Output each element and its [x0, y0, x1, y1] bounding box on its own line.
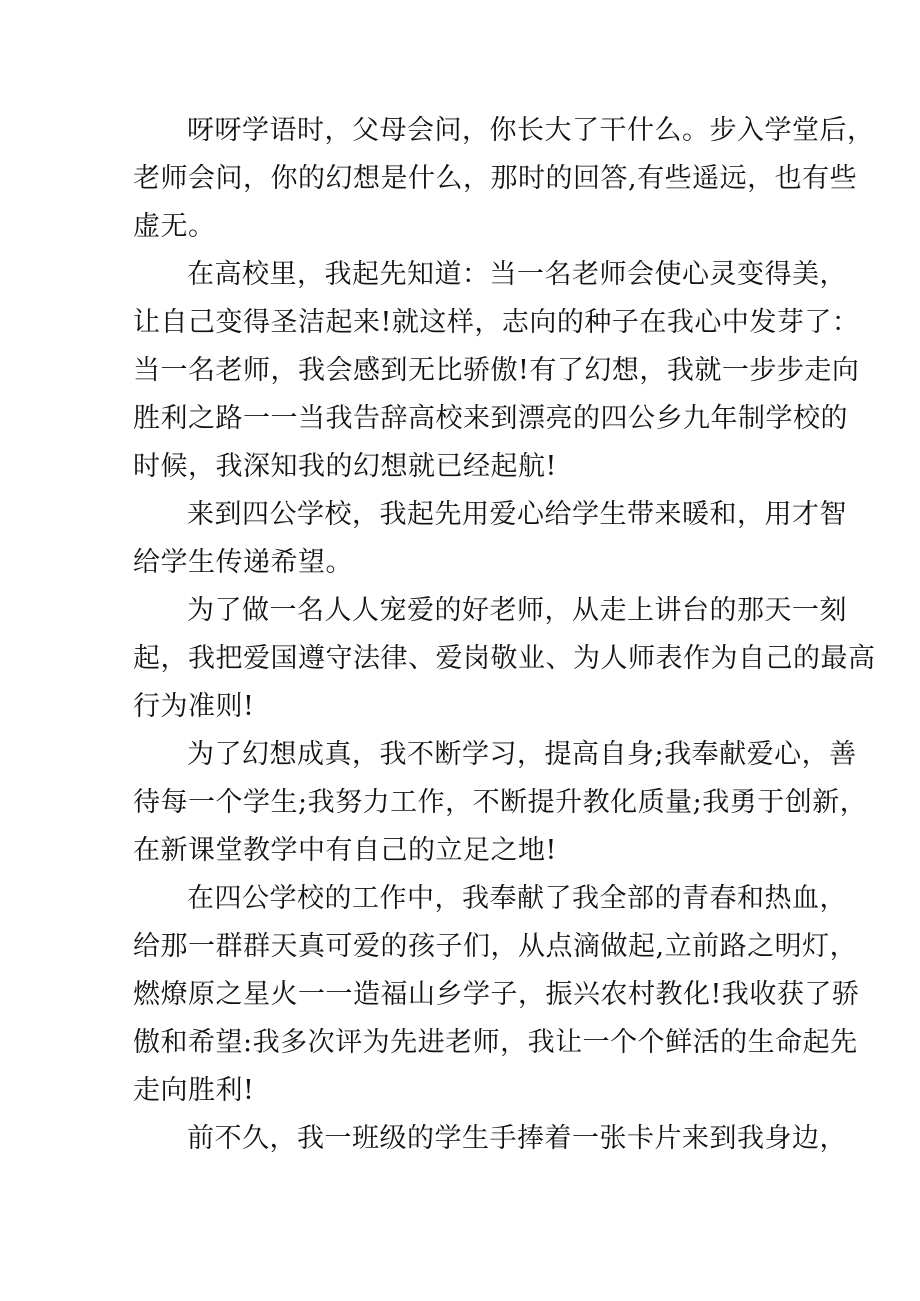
paragraph-1: [133, 107, 875, 251]
text-line: 行为准则!: [133, 691, 255, 722]
text-line: 让自己变得圣洁起来!就这样，志向的种子在我心中发芽了：: [133, 307, 860, 338]
text-line: 为了做一名人人宠爱的好老师，从走上讲台的那天一刻: [187, 595, 847, 626]
paragraph-7: [133, 1115, 847, 1163]
text-line: 在新课堂教学中有自己的立足之地!: [133, 835, 557, 866]
text-line: 在四公学校的工作中，我奉献了我全部的青春和热血，: [187, 883, 847, 914]
paragraph-3: [133, 491, 847, 587]
text-line: 呀呀学语时，父母会问，你长大了干什么。步入学堂后，: [187, 115, 875, 146]
text-line: 走向胜利!: [133, 1075, 255, 1106]
text-line: 燃燎原之星火一一造福山乡学子，振兴农村教化!我收获了骄: [133, 979, 860, 1010]
paragraph-2: [133, 251, 860, 491]
text-line: 虚无。: [133, 211, 216, 242]
paragraph-5: [133, 731, 868, 875]
text-line: 来到四公学校，我起先用爱心给学生带来暖和，用才智: [187, 499, 847, 530]
text-line: 待每一个学生;我努力工作，不断提升教化质量;我勇于创新，: [133, 787, 868, 818]
text-line: 给那一群群天真可爱的孩子们，从点滴做起,立前路之明灯，: [133, 931, 858, 962]
text-line: 胜利之路一一当我告辞高校来到漂亮的四公乡九年制学校的: [133, 403, 848, 434]
text-line: 为了幻想成真，我不断学习，提高自身;我奉献爱心，善: [187, 739, 857, 770]
document-body: [133, 107, 876, 1163]
text-line: 老师会问，你的幻想是什么，那时的回答,有些遥远，也有些: [133, 163, 858, 194]
text-line: 前不久，我一班级的学生手捧着一张卡片来到我身边，: [187, 1123, 847, 1154]
paragraph-6: [133, 875, 860, 1115]
text-line: 当一名老师，我会感到无比骄傲!有了幻想，我就一步步走向: [133, 355, 860, 386]
text-line: 给学生传递希望。: [133, 547, 353, 578]
paragraph-4: [133, 587, 876, 731]
text-line: 起，我把爱国遵守法律、爱岗敬业、为人师表作为自己的最高: [133, 643, 876, 674]
text-line: 时候，我深知我的幻想就已经起航!: [133, 451, 557, 482]
text-line: 在高校里，我起先知道：当一名老师会使心灵变得美，: [187, 259, 847, 290]
text-line: 傲和希望:我多次评为先进老师，我让一个个鲜活的生命起先: [133, 1027, 858, 1058]
